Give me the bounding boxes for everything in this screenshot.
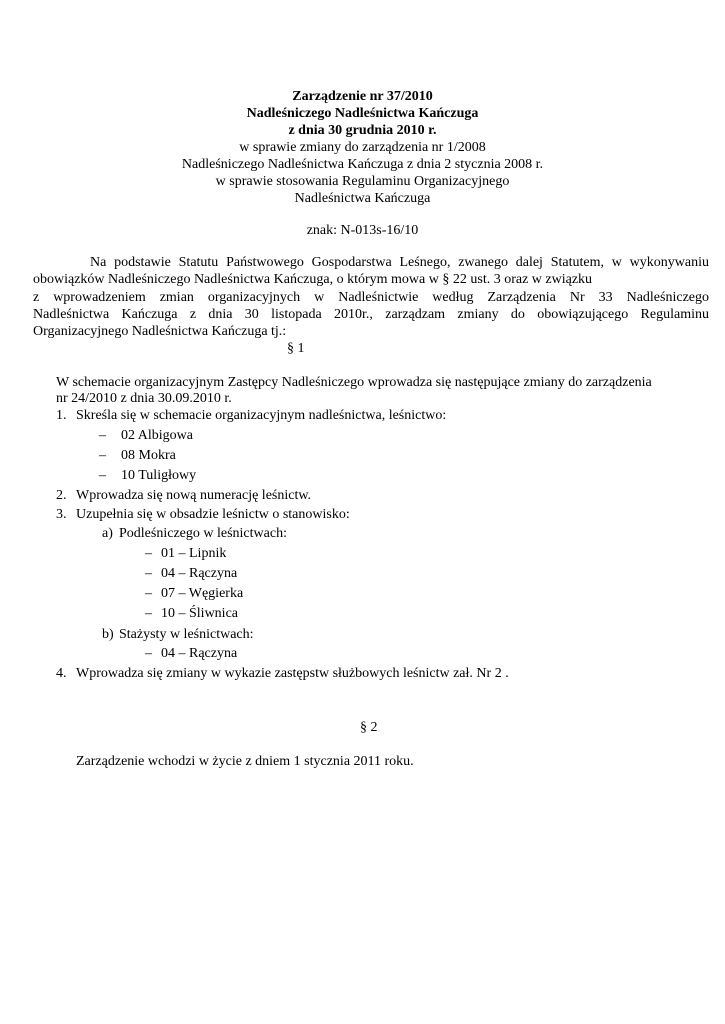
list-item: Uzupełnia się w obsadzie leśnictw o stanowisko: bbox=[76, 507, 350, 522]
dash-bullet: – bbox=[99, 448, 106, 463]
list-item: – 07 – Węgierka bbox=[145, 586, 244, 601]
preamble-line: Nadleśnictwa Kańczuga z dnia 30 listopada 2010r., zarządzam zmiany do obowiązującego Regulaminu bbox=[33, 307, 709, 322]
section-mark: § 1 bbox=[287, 341, 305, 356]
dash-bullet: – bbox=[99, 468, 106, 483]
list-item: – 10 Tuligłowy bbox=[99, 468, 197, 483]
sub-label: a) bbox=[102, 526, 113, 541]
document-date: z dnia 30 grudnia 2010 r. bbox=[288, 123, 437, 138]
list-item: – 01 – Lipnik bbox=[145, 546, 227, 561]
dash-bullet: – bbox=[145, 586, 152, 601]
closing-text: Zarządzenie wchodzi w życie z dniem 1 stycznia 2011 roku. bbox=[76, 754, 414, 769]
sub-heading: Stażysty w leśnictwach: bbox=[119, 627, 254, 642]
document-issuer: Nadleśniczego Nadleśnictwa Kańczuga bbox=[246, 106, 479, 121]
dash-bullet: – bbox=[99, 428, 106, 443]
section-intro: nr 24/2010 z dnia 30.09.2010 r. bbox=[56, 391, 232, 406]
dash-bullet: – bbox=[145, 546, 152, 561]
sub-label: b) bbox=[102, 627, 114, 642]
list-item: – 08 Mokra bbox=[99, 448, 176, 463]
preamble-line: obowiązków Nadleśniczego Nadleśnictwa Kańczuga, o którym mowa w § 22 ust. 3 oraz w związku bbox=[33, 272, 593, 287]
list-item: – 02 Albigowa bbox=[99, 428, 193, 443]
list-item: – 10 – Śliwnica bbox=[145, 606, 238, 621]
list-number: 4. bbox=[56, 666, 67, 681]
dash-bullet: – bbox=[145, 646, 152, 661]
subject-line: Nadleśniczego Nadleśnictwa Kańczuga z dnia 2 stycznia 2008 r. bbox=[181, 157, 544, 172]
preamble-line: z wprowadzeniem zmian organizacyjnych w Nadleśnictwie według Zarządzenia Nr 33 Nadleśniczego bbox=[33, 290, 709, 305]
list-number: 1. bbox=[56, 408, 67, 423]
list-number: 2. bbox=[56, 488, 67, 503]
list-item: Wprowadza się zmiany w wykazie zastępstw służbowych leśnictw zał. Nr 2 . bbox=[76, 666, 509, 681]
section-mark: § 2 bbox=[360, 720, 378, 735]
preamble-line: Na podstawie Statutu Państwowego Gospodarstwa Leśnego, zwanego dalej Statutem, w wykonywaniu bbox=[90, 255, 709, 270]
section-intro: W schemacie organizacyjnym Zastępcy Nadleśniczego wprowadza się następujące zmiany do zarządzenia bbox=[56, 375, 652, 390]
subject-line: Nadleśnictwa Kańczuga bbox=[294, 191, 431, 206]
document-sign: znak: N-013s-16/10 bbox=[306, 223, 419, 238]
preamble-line: Organizacyjnego Nadleśnictwa Kańczuga tj.: bbox=[33, 324, 287, 339]
list-item: Wprowadza się nową numerację leśnictw. bbox=[76, 488, 312, 503]
list-item: – 04 – Rączyna bbox=[145, 566, 238, 581]
subject-line: w sprawie stosowania Regulaminu Organizacyjnego bbox=[215, 174, 510, 189]
document-title: Zarządzenie nr 37/2010 bbox=[292, 89, 433, 104]
list-number: 3. bbox=[56, 507, 67, 522]
subject-line: w sprawie zmiany do zarządzenia nr 1/2008 bbox=[239, 140, 486, 155]
list-item: Skreśla się w schemacie organizacyjnym nadleśnictwa, leśnictwo: bbox=[76, 408, 447, 423]
sub-heading: Podleśniczego w leśnictwach: bbox=[119, 526, 287, 541]
dash-bullet: – bbox=[145, 566, 152, 581]
dash-bullet: – bbox=[145, 606, 152, 621]
list-item: – 04 – Rączyna bbox=[145, 646, 238, 661]
